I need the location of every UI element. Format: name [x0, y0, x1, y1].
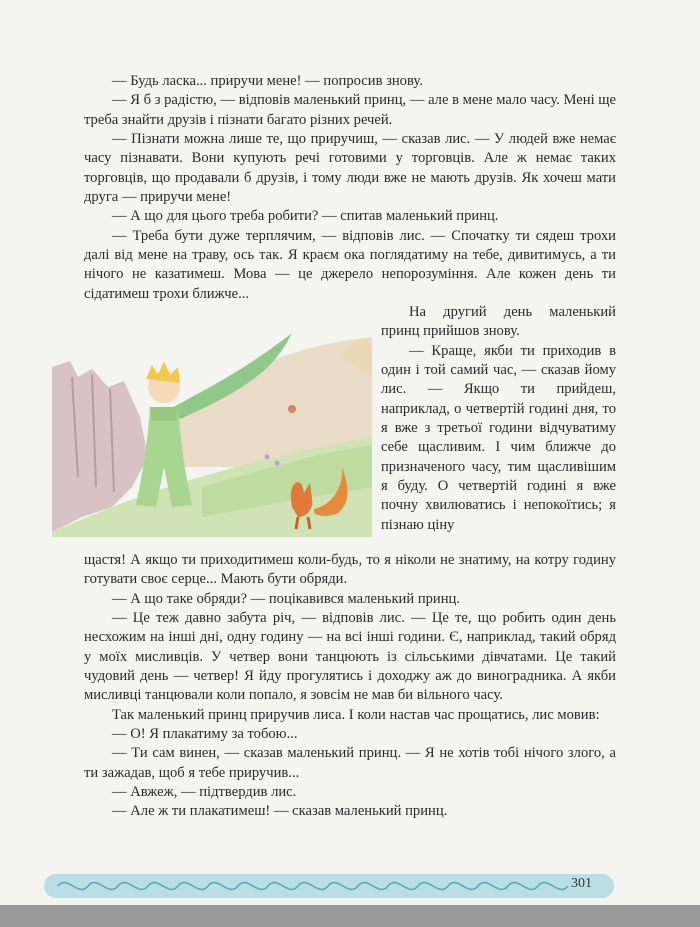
paragraph: — Будь ласка... приручи мене! — попросив знову. — [112, 73, 423, 89]
ornament-pattern — [44, 866, 614, 900]
text-block-right — [381, 303, 616, 535]
paragraph: — Але ж ти плакатимеш! — сказав маленький принц. — [112, 803, 448, 820]
page-number: 301 — [571, 876, 592, 891]
paragraph: — Пізнати можна лише те, що приручиш, — сказав лис. — У людей вже немає часу пізнавати. Вони купують речі готовими у торговців. Але ж немає таких торговців, що продавали б друзів, і тому люди вже не мають друзів. Як хочеш мати друга — приручи мене! — [84, 131, 616, 206]
scan-edge — [0, 905, 700, 927]
little-prince-and-fox-illustration — [52, 317, 372, 537]
paragraph: — Краще, якби ти приходив в один і той самий час, — сказав йому лис. — Якщо ти прийдеш, наприклад, о четвертій годині дня, то я вже з третьої години відчуватиму себе щасливим. І чим ближче до призначеного часу, тим щасливішим я буду. О четвертій годині я вже почну хвилюватись і непокоїтись; я пізнаю ціну — [381, 342, 616, 533]
paragraph: — Треба бути дуже терплячим, — відповів лис. — Спочатку ти сядеш трохи далі від мене на траву, ось так. Я краєм ока поглядатиму на тебе, дивитимусь, а ти нічого не казатимеш. Мова — це джерело непорозуміння. Але кожен день ти сідатимеш трохи ближче... — [84, 227, 616, 302]
paragraph: — Я б з радістю, — відповів маленький принц, — але в мене мало часу. Мені ще треба знайти друзів і пізнати багато різних речей. — [84, 92, 616, 128]
paragraph: На другий день маленький принц прийшов знову. — [381, 304, 616, 340]
paragraph: — Ти сам винен, — сказав маленький принц. — Я не хотів тобі нічого злого, а ти зажадав, щоб я тебе приручив... — [84, 745, 616, 781]
paragraph: — А що таке обряди? — поцікавився маленький принц. — [112, 590, 461, 607]
paragraph: — Авжеж, — підтвердив лис. — [112, 784, 297, 801]
paragraph: — А що для цього треба робити? — спитав маленький принц. — [112, 208, 499, 225]
text-block-bottom — [84, 551, 616, 822]
page-footer-ornament — [44, 866, 614, 900]
paragraph: Так маленький принц приручив лиса. І коли настав час прощатись, лис мовив: — [112, 706, 600, 723]
text-block-top — [84, 72, 616, 304]
paragraph: щастя! А якщо ти приходитимеш коли-будь, то я ніколи не знатиму, на котру годину готувати своє серце... Мають бути обряди. — [84, 552, 616, 588]
paragraph: — Це теж давно забута річ, — відповів лис. — Це те, що робить один день несхожим на інші дні, одну годину — на всі інші години. Є, наприклад, такий обряд у моїх мисливців. У четвер вони танцюють із сільськими дівчатами. Це такий чудовий день — четвер! Я йду прогулятись і доходжу аж до виноградника. А якби мисливці танцювали коли попало, я зовсім не мав би вільного часу. — [84, 610, 616, 704]
paragraph: — О! Я плакатиму за тобою... — [112, 726, 298, 743]
